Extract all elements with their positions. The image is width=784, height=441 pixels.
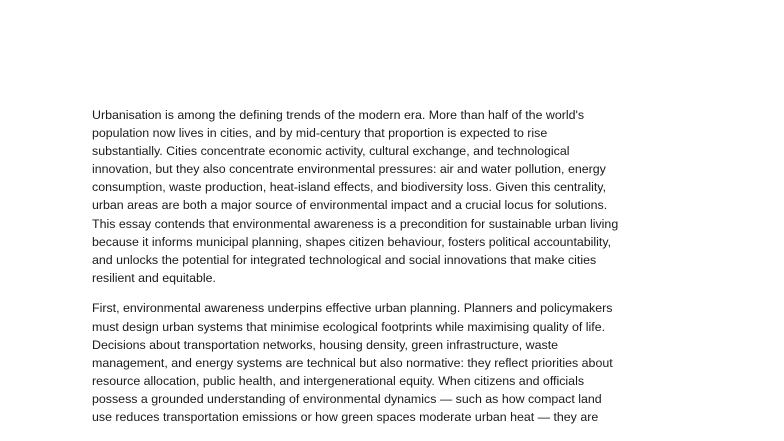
text-line: This essay contends that environmental awareness is a precondition for sustainable urban living	[92, 216, 619, 231]
text-line: population now lives in cities, and by mid-century that proportion is expected to rise	[92, 126, 548, 141]
text-line: use reduces transportation emissions or how green spaces moderate urban heat — they are	[92, 410, 599, 424]
text-line: Urbanisation is among the defining trends of the modern era. More than half of the world's	[92, 108, 585, 122]
text-line: urban areas are both a major source of environmental impact and a crucial locus for solutions.	[92, 198, 608, 213]
text-line: management, and energy systems are technical but also normative: they reflect priorities about	[92, 355, 613, 370]
text-line: and unlocks the potential for integrated technological and social innovations that make cities	[92, 252, 597, 267]
text-line: innovation, but they also concentrate environmental pressures: air and water pollution, energy	[92, 162, 606, 177]
text-line: First, environmental awareness underpins effective urban planning. Planners and policymakers	[92, 301, 613, 316]
text-line: consumption, waste production, heat-island effects, and biodiversity loss. Given this centrality,	[92, 180, 607, 195]
text-line: substantially. Cities concentrate economic activity, cultural exchange, and technological	[92, 144, 570, 159]
paragraph-intro	[92, 106, 702, 287]
document-body	[92, 106, 702, 426]
text-line: because it informs municipal planning, shapes citizen behaviour, fosters political accountability,	[92, 234, 612, 249]
text-line: resource allocation, public health, and intergenerational equity. When citizens and officials	[92, 373, 585, 388]
paragraph-urban-planning	[92, 299, 702, 426]
text-line: Decisions about transportation networks, housing density, green infrastructure, waste	[92, 337, 559, 352]
text-line: must design urban systems that minimise ecological footprints while maximising quality of life.	[92, 319, 606, 334]
text-line: resilient and equitable.	[92, 270, 216, 285]
text-line: possess a grounded understanding of environmental dynamics — such as how compact land	[92, 391, 602, 406]
